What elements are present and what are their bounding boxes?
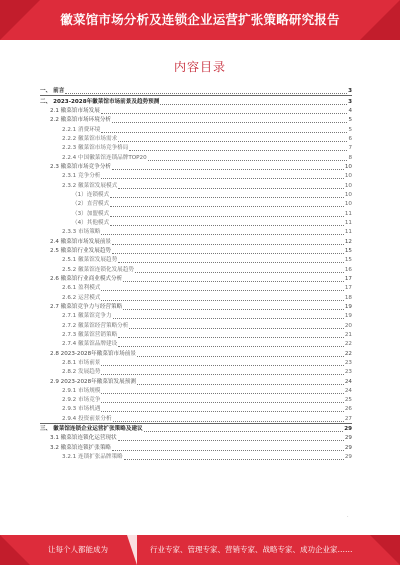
toc-entry[interactable] (40, 143, 352, 152)
toc-entry-label: 2.2 徽菜馆市场环境分析 (50, 117, 112, 124)
toc-entry-page: 27 (344, 415, 352, 422)
toc-entry-page: 11 (344, 210, 352, 217)
toc-leader-dots (101, 113, 348, 114)
toc-entry[interactable] (40, 311, 352, 320)
page-marker: · (347, 514, 349, 520)
toc-entry[interactable] (40, 171, 352, 180)
toc-entry-label: （2）直营模式 (72, 201, 110, 208)
toc-entry[interactable] (40, 227, 352, 236)
toc-entry[interactable] (40, 152, 352, 161)
toc-entry-page: 29 (344, 435, 352, 442)
toc-entry[interactable] (40, 302, 352, 311)
table-of-contents (40, 86, 352, 461)
toc-entry-label: 2.9.3 市场机遇 (62, 406, 101, 413)
toc-entry-page: 3 (348, 98, 352, 105)
toc-entry-page: 20 (344, 322, 352, 329)
toc-entry-page: 10 (344, 201, 352, 208)
toc-leader-dots (65, 93, 347, 94)
toc-entry-label: 2.3.2 徽菜馆发展模式 (62, 182, 118, 189)
toc-leader-dots (101, 393, 343, 394)
toc-entry-label: 3.2 徽菜馆连锁扩张策略 (50, 444, 112, 451)
toc-entry[interactable] (40, 283, 352, 292)
toc-entry[interactable] (40, 124, 352, 133)
toc-entry-page: 5 (348, 117, 352, 124)
toc-leader-dots (129, 328, 344, 329)
toc-entry[interactable] (40, 413, 352, 422)
toc-entry-page: 7 (348, 145, 352, 152)
toc-leader-dots (135, 272, 344, 273)
toc-entry-page: 10 (344, 163, 352, 170)
toc-entry[interactable] (40, 358, 352, 367)
toc-leader-dots (112, 450, 344, 451)
toc-entry[interactable] (40, 404, 352, 413)
footer-tagline: 行业专家、管理专家、营销专家、战略专家、成功企业家…… (150, 545, 353, 554)
toc-entry-page: 24 (344, 378, 352, 385)
toc-entry-page: 11 (344, 229, 352, 236)
toc-leader-dots (112, 253, 344, 254)
footer-banner (0, 535, 400, 565)
toc-entry-page: 21 (344, 331, 352, 338)
toc-entry-label: （1）连锁模式 (72, 191, 110, 198)
toc-entry-label: 2.7.4 徽菜馆品牌建设 (62, 341, 118, 348)
toc-leader-dots (101, 374, 343, 375)
toc-leader-dots (112, 244, 344, 245)
header-banner (0, 0, 400, 40)
toc-entry-label: 2.2.3 徽菜馆市场竞争格局 (62, 145, 129, 152)
toc-entry[interactable] (40, 339, 352, 348)
toc-entry-page: 23 (344, 369, 352, 376)
toc-entry-label: 2.9 2023-2028年徽菜馆发展预测 (50, 378, 136, 385)
toc-entry[interactable] (40, 376, 352, 385)
toc-leader-dots (148, 160, 348, 161)
toc-entry-label: 2.2.1 消费环境 (62, 126, 101, 133)
toc-entry-label: 2.5 徽菜馆行业发展趋势 (50, 247, 112, 254)
toc-leader-dots (144, 431, 344, 432)
toc-entry-page: 10 (344, 182, 352, 189)
toc-entry[interactable] (40, 330, 352, 339)
toc-leader-dots (137, 384, 344, 385)
toc-entry[interactable] (40, 255, 352, 264)
toc-entry[interactable] (40, 246, 352, 255)
toc-entry-page: 29 (344, 426, 352, 433)
toc-entry[interactable] (40, 199, 352, 208)
toc-leader-dots (118, 262, 344, 263)
toc-entry-page: 17 (344, 285, 352, 292)
toc-entry-page: 3 (348, 88, 352, 95)
toc-entry-label: 2.7.3 徽菜馆营销策略 (62, 331, 118, 338)
toc-entry-label: 2.6.1 盈利模式 (62, 285, 101, 292)
toc-leader-dots (101, 411, 343, 412)
toc-leader-dots (118, 337, 344, 338)
toc-entry-label: 2.6 徽菜馆行业商业模式分析 (50, 275, 123, 282)
toc-entry-label: 2.7 徽菜馆竞争力与经营策略 (50, 303, 123, 310)
toc-heading: 内容目录 (173, 60, 226, 74)
toc-entry-label: 2.5.2 徽菜馆连锁化发展趋势 (62, 266, 134, 273)
toc-entry[interactable] (40, 86, 352, 95)
toc-entry[interactable] (40, 423, 352, 433)
toc-entry-label: 3.1 徽菜馆连锁化运营现状 (50, 435, 117, 442)
toc-entry-page: 19 (344, 313, 352, 320)
toc-entry-label: （3）加盟模式 (72, 210, 110, 217)
toc-leader-dots (112, 122, 347, 123)
toc-entry-page: 15 (344, 257, 352, 264)
toc-entry-label: 二、 2023-2028年徽菜馆市场前景及趋势预测 (40, 98, 160, 105)
toc-entry[interactable] (40, 236, 352, 245)
toc-leader-dots (129, 150, 347, 151)
footer-left-decoration (0, 535, 30, 565)
toc-entry[interactable] (40, 395, 352, 404)
toc-leader-dots (118, 188, 344, 189)
toc-leader-dots (101, 300, 343, 301)
toc-entry[interactable] (40, 320, 352, 329)
toc-entry[interactable] (40, 292, 352, 301)
toc-leader-dots (101, 290, 343, 291)
toc-entry-label: 2.9.4 投资前景分析 (62, 415, 112, 422)
toc-leader-dots (110, 206, 344, 207)
toc-entry-page: 26 (344, 406, 352, 413)
toc-entry-page: 4 (348, 107, 352, 114)
toc-entry-page: 23 (344, 359, 352, 366)
toc-entry[interactable] (40, 264, 352, 273)
toc-entry-label: 2.7.1 徽菜馆竞争力 (62, 313, 112, 320)
toc-entry-label: 2.8.2 发展趋势 (62, 369, 101, 376)
report-title: 徽菜馆市场分析及连锁企业运营扩张策略研究报告 (60, 12, 340, 27)
toc-leader-dots (137, 356, 344, 357)
toc-entry-page: 24 (344, 387, 352, 394)
toc-leader-dots (101, 132, 347, 133)
toc-leader-dots (123, 281, 344, 282)
toc-leader-dots (101, 402, 343, 403)
toc-entry[interactable] (40, 274, 352, 283)
toc-entry-label: 2.7.2 徽菜馆经营策略分析 (62, 322, 129, 329)
toc-entry-page: 22 (344, 350, 352, 357)
toc-entry-label: 2.2.4 中国徽菜馆连锁品牌TOP20 (62, 154, 147, 161)
toc-entry-page: 18 (344, 294, 352, 301)
toc-leader-dots (118, 346, 344, 347)
footer-right-decoration (370, 535, 400, 565)
toc-entry-label: 2.3.1 竞争分析 (62, 173, 101, 180)
toc-entry[interactable] (40, 442, 352, 451)
toc-leader-dots (118, 440, 344, 441)
toc-entry[interactable] (40, 95, 352, 105)
toc-entry[interactable] (40, 367, 352, 376)
toc-leader-dots (110, 225, 344, 226)
toc-entry-label: 2.9.1 市场规模 (62, 387, 101, 394)
toc-entry-page: 15 (344, 247, 352, 254)
toc-entry-page: 17 (344, 275, 352, 282)
toc-entry-page: 8 (348, 154, 352, 161)
toc-leader-dots (101, 178, 343, 179)
toc-entry[interactable] (40, 134, 352, 143)
toc-leader-dots (110, 197, 344, 198)
toc-entry-label: 2.2.2 徽菜馆市场需求 (62, 135, 118, 142)
toc-leader-dots (101, 234, 343, 235)
toc-entry-label: 2.3 徽菜馆市场竞争分析 (50, 163, 112, 170)
toc-entry[interactable] (40, 162, 352, 171)
toc-entry-label: 2.6.2 运营模式 (62, 294, 101, 301)
toc-entry[interactable] (40, 433, 352, 442)
toc-entry-page: 5 (348, 126, 352, 133)
toc-leader-dots (123, 309, 344, 310)
footer-divider (127, 535, 137, 565)
toc-entry[interactable] (40, 180, 352, 189)
toc-entry-label: 2.3.3 市场策略 (62, 229, 101, 236)
toc-entry[interactable] (40, 218, 352, 227)
toc-entry[interactable] (40, 386, 352, 395)
footer-slogan: 让每个人都能成为 (48, 545, 108, 554)
toc-entry[interactable] (40, 208, 352, 217)
toc-entry-label: 一、 前言 (40, 88, 65, 95)
toc-entry-label: 3.2.1 连锁扩张品牌策略 (62, 454, 123, 461)
toc-entry[interactable] (40, 106, 352, 115)
toc-leader-dots (160, 104, 347, 105)
toc-entry[interactable] (40, 452, 352, 461)
toc-entry-page: 10 (344, 173, 352, 180)
toc-leader-dots (112, 169, 344, 170)
toc-leader-dots (113, 421, 344, 422)
toc-leader-dots (101, 365, 343, 366)
toc-leader-dots (110, 216, 344, 217)
toc-entry-page: 22 (344, 341, 352, 348)
toc-entry-label: 2.8 2023-2028年徽菜馆市场前景 (50, 350, 136, 357)
toc-entry-page: 29 (344, 444, 352, 451)
toc-entry-page: 10 (344, 191, 352, 198)
toc-entry-page: 12 (344, 238, 352, 245)
toc-leader-dots (124, 459, 344, 460)
toc-entry[interactable] (40, 190, 352, 199)
toc-entry-label: 2.5.1 徽菜馆发展趋势 (62, 257, 118, 264)
toc-entry-label: 2.1 徽菜馆市场发展 (50, 107, 100, 114)
toc-leader-dots (113, 318, 344, 319)
toc-entry-page: 11 (344, 219, 352, 226)
toc-entry[interactable] (40, 115, 352, 124)
toc-entry-page: 6 (348, 135, 352, 142)
toc-entry-page: 25 (344, 397, 352, 404)
toc-entry-page: 19 (344, 303, 352, 310)
toc-entry-label: 2.8.1 市场前景 (62, 359, 101, 366)
toc-entry-page: 16 (344, 266, 352, 273)
toc-entry[interactable] (40, 348, 352, 357)
toc-entry-label: 2.4 徽菜馆市场发展前景 (50, 238, 112, 245)
toc-entry-label: （4）其他模式 (72, 219, 110, 226)
toc-leader-dots (118, 141, 347, 142)
toc-entry-label: 2.9.2 市场竞争 (62, 397, 101, 404)
toc-entry-label: 三、 徽菜馆连锁企业运营扩张策略及建议 (40, 426, 143, 433)
toc-entry-page: 29 (344, 454, 352, 461)
